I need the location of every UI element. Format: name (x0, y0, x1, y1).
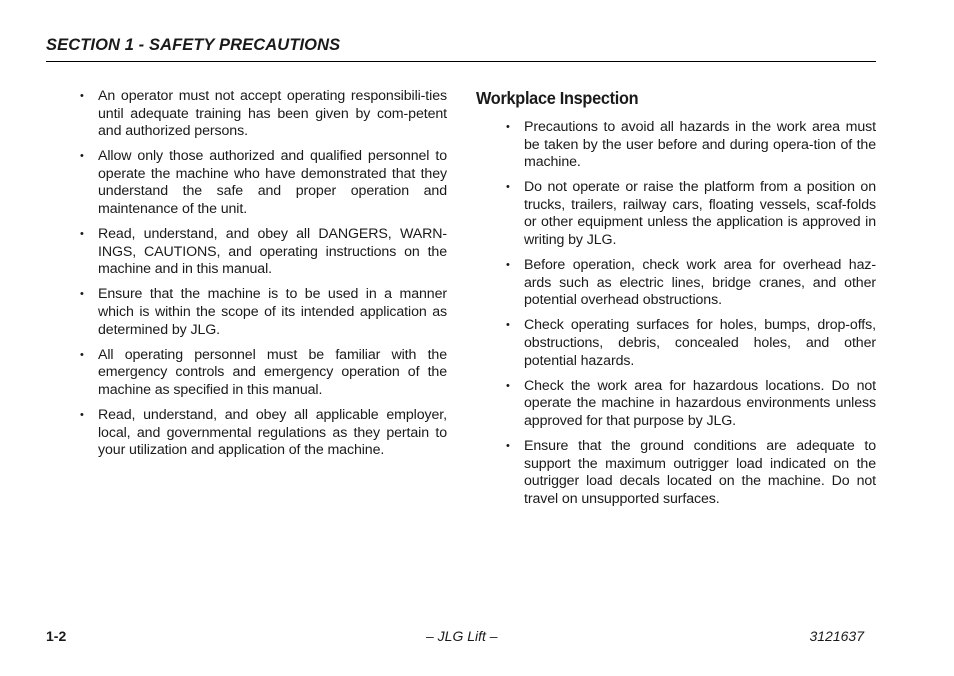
bullet-icon: • (506, 379, 510, 392)
bullet-icon: • (80, 90, 84, 102)
page-number: 1-2 (46, 628, 67, 644)
document-number: 3121637 (809, 628, 864, 644)
page-header (46, 36, 876, 62)
list-item-text: Ensure that the ground conditions are adequate to support the maximum outrigger load indicated on the outrigger load decals located on the machine. Do not travel on unsupported surfaces. (524, 438, 876, 507)
bullet-icon: • (506, 440, 510, 452)
bullet-icon: • (506, 259, 510, 272)
list-item (506, 438, 876, 508)
footer-brand: – JLG Lift – (426, 628, 498, 644)
bullet-icon: • (506, 319, 510, 332)
list-item-text: Read, understand, and obey all applicable employer, local, and governmental regulations as they pertain to your utilization and application of the machine. (98, 407, 447, 459)
bullet-icon: • (80, 288, 84, 301)
list-item (506, 179, 876, 249)
list-item (506, 119, 876, 172)
list-item-text: Precautions to avoid all hazards in the work area must be taken by the user before and during opera-tion of the machine. (524, 119, 876, 171)
list-item-text: Allow only those authorized and qualified personnel to operate the machine who have demonstrated that they understand the safe and proper operation and maintenance of the unit. (98, 148, 447, 218)
list-item-text: Ensure that the machine is to be used in a manner which is within the scope of its intended application as determined by JLG. (98, 286, 447, 338)
list-item (80, 88, 447, 141)
list-item (80, 347, 447, 400)
list-item-text: Read, understand, and obey all DANGERS, WARN-INGS, CAUTIONS, and operating instructions on the machine and in this manual. (98, 226, 447, 278)
left-column (80, 88, 447, 467)
right-bullet-list (476, 119, 876, 508)
list-item (80, 226, 447, 279)
list-item (80, 407, 447, 460)
list-item-text: Before operation, check work area for overhead haz-ards such as electric lines, bridge cranes, and other potential overhead obstructions. (524, 257, 876, 309)
list-item (80, 286, 447, 339)
list-item-text: An operator must not accept operating responsibili-ties until adequate training has been given by com-petent and authorized persons. (98, 88, 447, 140)
bullet-icon: • (506, 121, 510, 133)
bullet-icon: • (80, 348, 84, 361)
list-item (506, 257, 876, 310)
workplace-inspection-heading: Workplace Inspection (476, 88, 639, 108)
list-item (506, 378, 876, 431)
bullet-icon: • (80, 228, 84, 241)
bullet-icon: • (80, 150, 84, 163)
list-item (506, 317, 876, 370)
left-bullet-list (80, 88, 447, 460)
page-footer (46, 628, 864, 648)
list-item-text: Do not operate or raise the platform from a position on trucks, trailers, railway cars, floating vessels, scaf-folds or other equipment unless the application is approved in writing by JLG. (524, 179, 876, 249)
bullet-icon: • (80, 409, 84, 421)
bullet-icon: • (506, 181, 510, 194)
list-item-text: Check operating surfaces for holes, bumps, drop-offs, obstructions, debris, concealed holes, and other potential hazards. (524, 317, 876, 369)
list-item (80, 148, 447, 218)
right-column (476, 88, 876, 516)
section-title: SECTION 1 - SAFETY PRECAUTIONS (46, 36, 341, 54)
list-item-text: Check the work area for hazardous locations. Do not operate the machine in hazardous environments unless approved for that purpose by JLG. (524, 377, 876, 429)
list-item-text: All operating personnel must be familiar with the emergency controls and emergency operation of the machine as specified in this manual. (98, 346, 447, 398)
